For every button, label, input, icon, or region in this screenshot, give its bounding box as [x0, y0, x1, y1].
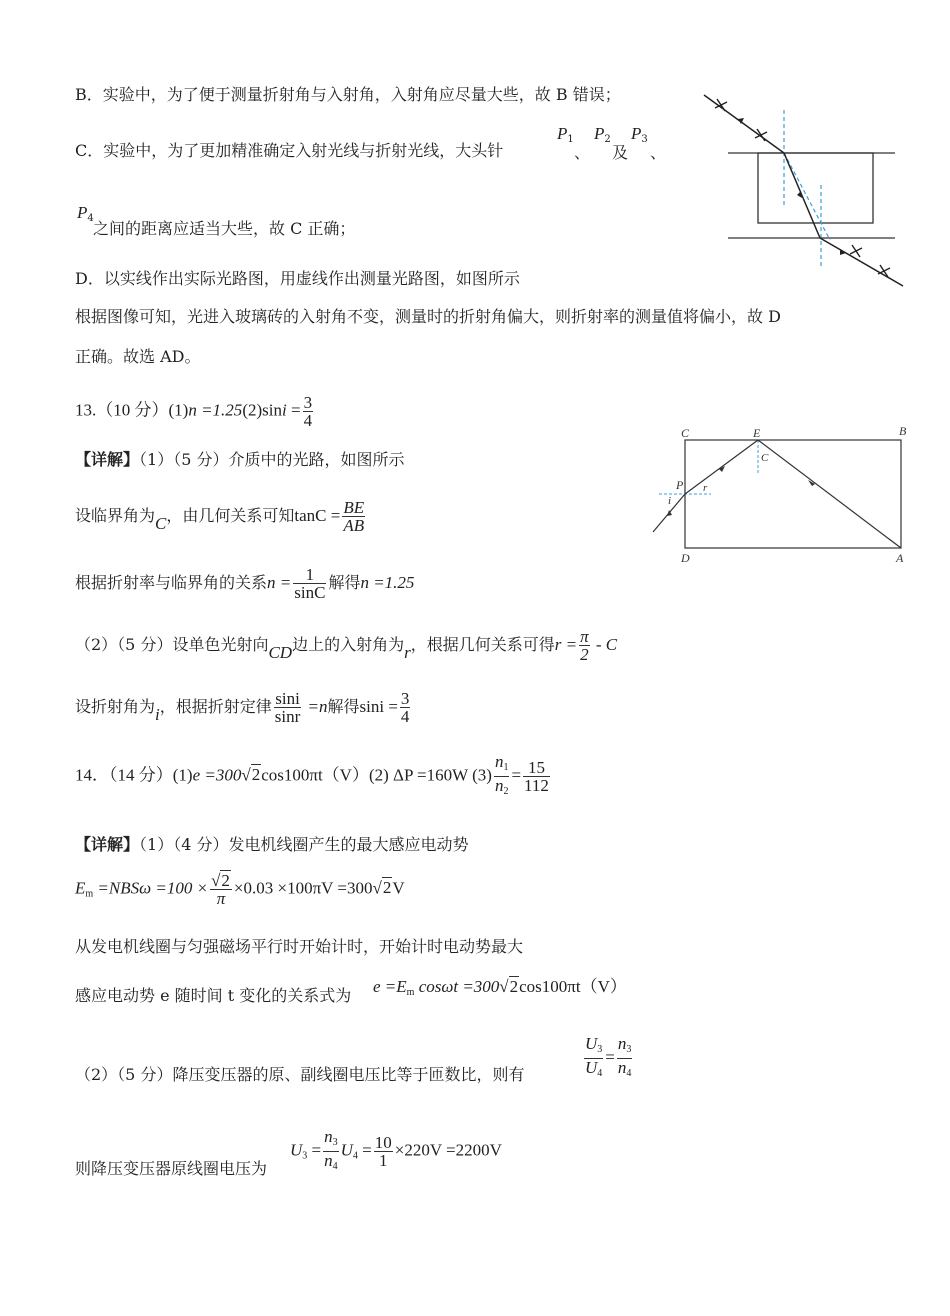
q13-solve: 解得 — [328, 573, 361, 592]
q14-rel-sq: 2 — [509, 977, 519, 996]
q13-frac — [303, 394, 314, 429]
q13-pi-frac — [579, 628, 590, 663]
q13-line-5 — [75, 690, 412, 726]
q13-line4-mid2: ，根据几何关系可得 — [410, 635, 555, 654]
q13-line2-mid: ，由几何关系可知 — [166, 506, 295, 525]
q14-u-eq: = — [605, 1047, 615, 1067]
q13-solve2: 解得 — [327, 697, 360, 716]
q13-sinC: sinC — [294, 583, 326, 602]
q13-line-4 — [75, 628, 617, 664]
q14-em-formula: $E_m =NBS\omega =100$ × $\frac{√2}{\pi}$ ×0.03 ×100πV =300√2V — [75, 871, 405, 908]
label-B: B — [899, 424, 907, 438]
q14-U4-sub: 4 — [597, 1068, 603, 1079]
label-C: C — [681, 426, 690, 440]
q13-ans1: n =1.25 — [188, 400, 243, 420]
q14-part2-line — [75, 1064, 524, 1086]
q14-n1-sub: 1 — [503, 762, 509, 773]
label-A: A — [896, 551, 904, 565]
q13-header — [75, 394, 315, 429]
q13-n-eq: n = — [267, 573, 292, 592]
q14-u3-val: ×220V =2200V — [394, 1140, 502, 1160]
q14-em-unit: V — [392, 878, 405, 898]
q14-u3-line — [75, 1158, 267, 1180]
conclusion-line-2: 正确。故选 AD。 — [75, 347, 201, 366]
q13-sinr: sinr — [274, 707, 301, 726]
q13-r-eq: r = — [554, 635, 578, 654]
q14-em-sq: 2 — [382, 878, 392, 898]
ray-E-to-P — [685, 440, 758, 494]
q13-line4-pre: （2）（5 分）设单色光射向 — [75, 635, 269, 654]
slab-rect — [758, 153, 873, 223]
q14-n4b: n — [324, 1151, 333, 1170]
q13-mid: (2) — [242, 400, 263, 420]
q14-detail1-text: （1）（4 分）发电机线圈产生的最大感应电动势 — [139, 835, 469, 854]
pin-p4-letter: P — [77, 203, 88, 222]
q13-CD: CD — [268, 643, 293, 662]
incident-ray — [704, 95, 784, 153]
refracted-ray — [784, 153, 820, 238]
q14-u4-sub: 4 — [352, 1150, 358, 1162]
pin-p1-sub: 1 — [567, 134, 574, 145]
label-E: E — [753, 426, 761, 440]
q14-15-112 — [523, 759, 550, 794]
q13-eq: = — [286, 400, 301, 420]
q13-AB: AB — [343, 516, 365, 535]
q13-BE: BE — [343, 498, 365, 517]
q14-head: 14．（14 分）(1) — [75, 765, 193, 785]
q14-n3-n4-2 — [323, 1128, 339, 1175]
q14-15: 15 — [523, 759, 550, 777]
q14-n4-sub: 4 — [626, 1068, 632, 1079]
pin-marks — [715, 99, 890, 277]
q13-detail1-text: （1）（5 分）介质中的光路，如图所示 — [139, 450, 405, 469]
sep-1: 、 — [574, 143, 591, 162]
q14-ten: 10 — [374, 1133, 392, 1152]
q13-two: 2 — [580, 645, 589, 664]
q14-u3-sub: 3 — [302, 1150, 308, 1162]
q14-start-line: 从发电机线圈与匀强磁场平行时开始计时，开始计时电动势最大 — [75, 937, 524, 956]
pin-p1-letter: P — [557, 124, 568, 143]
q14-one: 1 — [379, 1151, 388, 1170]
ray-A-to-E — [758, 440, 901, 548]
q14-detail-1 — [75, 834, 468, 856]
q14-112: 112 — [524, 776, 549, 795]
q13-sin-frac — [274, 690, 302, 725]
q14-rel-text: 感应电动势 e 随时间 t 变化的关系式为 — [75, 986, 352, 1005]
q14-n3: n — [617, 1034, 627, 1053]
q13-head: 13.（10 分）(1) — [75, 400, 189, 420]
q14-detail-tag: 【详解】 — [75, 835, 140, 854]
label-P: P — [676, 478, 684, 492]
q14-n4b-sub: 4 — [332, 1161, 338, 1172]
q14-rel-sub: m — [406, 987, 415, 998]
q14-sqrt2-pi: $\frac{√2}{\pi}$ — [211, 871, 230, 908]
pin-p3-letter: P — [631, 124, 642, 143]
q14-u-ratio — [582, 1035, 634, 1082]
q14-rel-c: cos100πt（V） — [519, 977, 627, 996]
q14-n2: n — [494, 776, 504, 795]
q14-em-mid: =NBSω =100 × — [93, 878, 209, 898]
q14-u3-eq: = — [311, 1140, 322, 1160]
q14-u3-u4 — [584, 1035, 603, 1082]
ji-text: 及 — [612, 143, 629, 162]
q13-one: 1 — [293, 566, 326, 584]
pin-p2-letter: P — [594, 124, 605, 143]
q14-em-E: E — [75, 878, 86, 898]
q14-ans1a: e =300 — [192, 765, 242, 785]
q13-eq-n: =n — [303, 697, 328, 716]
q14-em-sub: m — [85, 888, 94, 900]
q13-sini: sini — [275, 689, 300, 708]
q14-rel-a: e =E — [373, 977, 407, 996]
q14-U3: U — [585, 1034, 598, 1053]
q13-sinc-frac — [293, 566, 326, 601]
q13-line-3 — [75, 566, 414, 601]
pin-p4 — [77, 203, 94, 224]
option-d-text: D．以实线作出实际光路图，用虚线作出测量光路图，如图所示 — [75, 269, 520, 288]
pin-p3 — [631, 124, 648, 145]
q14-n3-sub: 3 — [626, 1044, 632, 1055]
medium-rect — [685, 440, 901, 548]
label-i: i — [668, 495, 672, 507]
q13-line4-mid: 边上的入射角为 — [292, 635, 405, 654]
conclusion-line-1: 根据图像可知，光进入玻璃砖的入射角不变，测量时的折射角偏大，则折射率的测量值将偏小，故 D — [75, 307, 781, 326]
label-C-angle: C — [761, 452, 769, 464]
pin-p2-sub: 2 — [604, 134, 611, 145]
q14-n4: n — [617, 1058, 627, 1077]
q14-rel-b: cosωt =300 — [418, 977, 500, 996]
option-c-pre: C．实验中，为了更加精准确定入射光线与折射光线，大头针 — [75, 141, 504, 160]
q13-frac-den: 4 — [303, 411, 313, 430]
q14-em-rest: ×0.03 ×100πV =300 — [233, 878, 373, 898]
q14-sq2: 2 — [221, 871, 230, 890]
option-b-text: B．实验中，为了便于测量折射角与入射角，入射角应尽量大些，故 B 错误； — [75, 85, 621, 104]
q13-n-val: n =1.25 — [360, 573, 415, 592]
q13-line-2 — [75, 499, 367, 535]
q13-ans2-var: i — [281, 400, 287, 420]
q14-sqrt2: 2 — [251, 765, 261, 785]
q14-n3b-sub: 3 — [332, 1137, 338, 1148]
q14-U4: U — [585, 1058, 598, 1077]
q14-p2-text: （2）（5 分）降压变压器的原、副线圈电压比等于匝数比，则有 — [75, 1065, 525, 1084]
option-c-text — [75, 140, 503, 162]
q13-be-ab-frac — [342, 499, 365, 534]
q14-n3b: n — [324, 1127, 333, 1146]
reflection-figure — [645, 420, 915, 570]
q13-ans2-sin: sin — [262, 400, 282, 420]
refraction-figure — [700, 85, 915, 295]
q14-10-1 — [374, 1134, 393, 1169]
q14-n2-sub: 2 — [503, 786, 509, 797]
q13-line5-pre: 设折射角为 — [75, 697, 156, 716]
q13-minusC: - C — [591, 635, 618, 654]
q14-U3-sub: 3 — [597, 1044, 603, 1055]
q13-sini-eq: sini = — [359, 697, 398, 716]
q14-ans1b: cos100πt（V） — [261, 765, 369, 785]
q14-n1: n — [494, 752, 504, 771]
q13-i: i — [155, 705, 160, 724]
q13-34-frac — [400, 690, 411, 725]
q14-ans3: (3) — [472, 765, 492, 785]
pin-p4-sub: 4 — [87, 213, 94, 224]
q14-header: 14．（14 分）(1)e =300√2cos100πt（V）(2) ΔP =160W (3) $\frac{n_1}{n_2}$ = $\frac{15}{112}$ — [75, 753, 552, 800]
q13-r: r — [404, 643, 411, 662]
pin-p3-sub: 3 — [641, 134, 648, 145]
q14-u3-formula — [290, 1128, 502, 1175]
q14-rel-formula: $e =E_m$ cosωt =300√2cos100πt（V） — [373, 977, 627, 998]
q13-C: C — [155, 514, 167, 533]
q13-detail-1 — [75, 449, 404, 471]
q14-rel-line — [75, 985, 351, 1007]
q14-n-ratio — [494, 753, 510, 800]
label-r: r — [703, 482, 708, 494]
pin-p1 — [557, 124, 574, 145]
option-c-post: 之间的距离应适当大些，故 C 正确； — [93, 219, 356, 238]
q13-line3-pre: 根据折射率与临界角的关系 — [75, 573, 268, 592]
q13-detail-tag: 【详解】 — [75, 450, 140, 469]
q13-line5-mid: ，根据折射定律 — [159, 697, 272, 716]
label-D: D — [681, 551, 690, 565]
measured-path — [784, 153, 830, 240]
q14-pi: π — [216, 889, 226, 908]
q14-u3-U: U — [290, 1140, 303, 1160]
q13-three: 3 — [400, 689, 410, 708]
q14-u3-text: 则降压变压器原线圈电压为 — [75, 1159, 268, 1178]
sep-2: 、 — [650, 143, 667, 162]
q13-line2-pre: 设临界角为 — [75, 506, 156, 525]
q14-u3-eq2: = — [362, 1140, 372, 1160]
q14-ans2: (2) ΔP =160W — [368, 765, 468, 785]
pin-p2 — [594, 124, 611, 145]
q14-n3-n4 — [617, 1035, 633, 1082]
q13-frac-num: 3 — [303, 393, 313, 412]
q14-eq: = — [511, 765, 522, 785]
q13-four: 4 — [400, 707, 410, 726]
q13-tanC: tanC = — [294, 506, 341, 525]
q13-pi: π — [580, 627, 589, 646]
q14-u4-U: U — [340, 1140, 353, 1160]
emergent-ray — [820, 238, 903, 286]
